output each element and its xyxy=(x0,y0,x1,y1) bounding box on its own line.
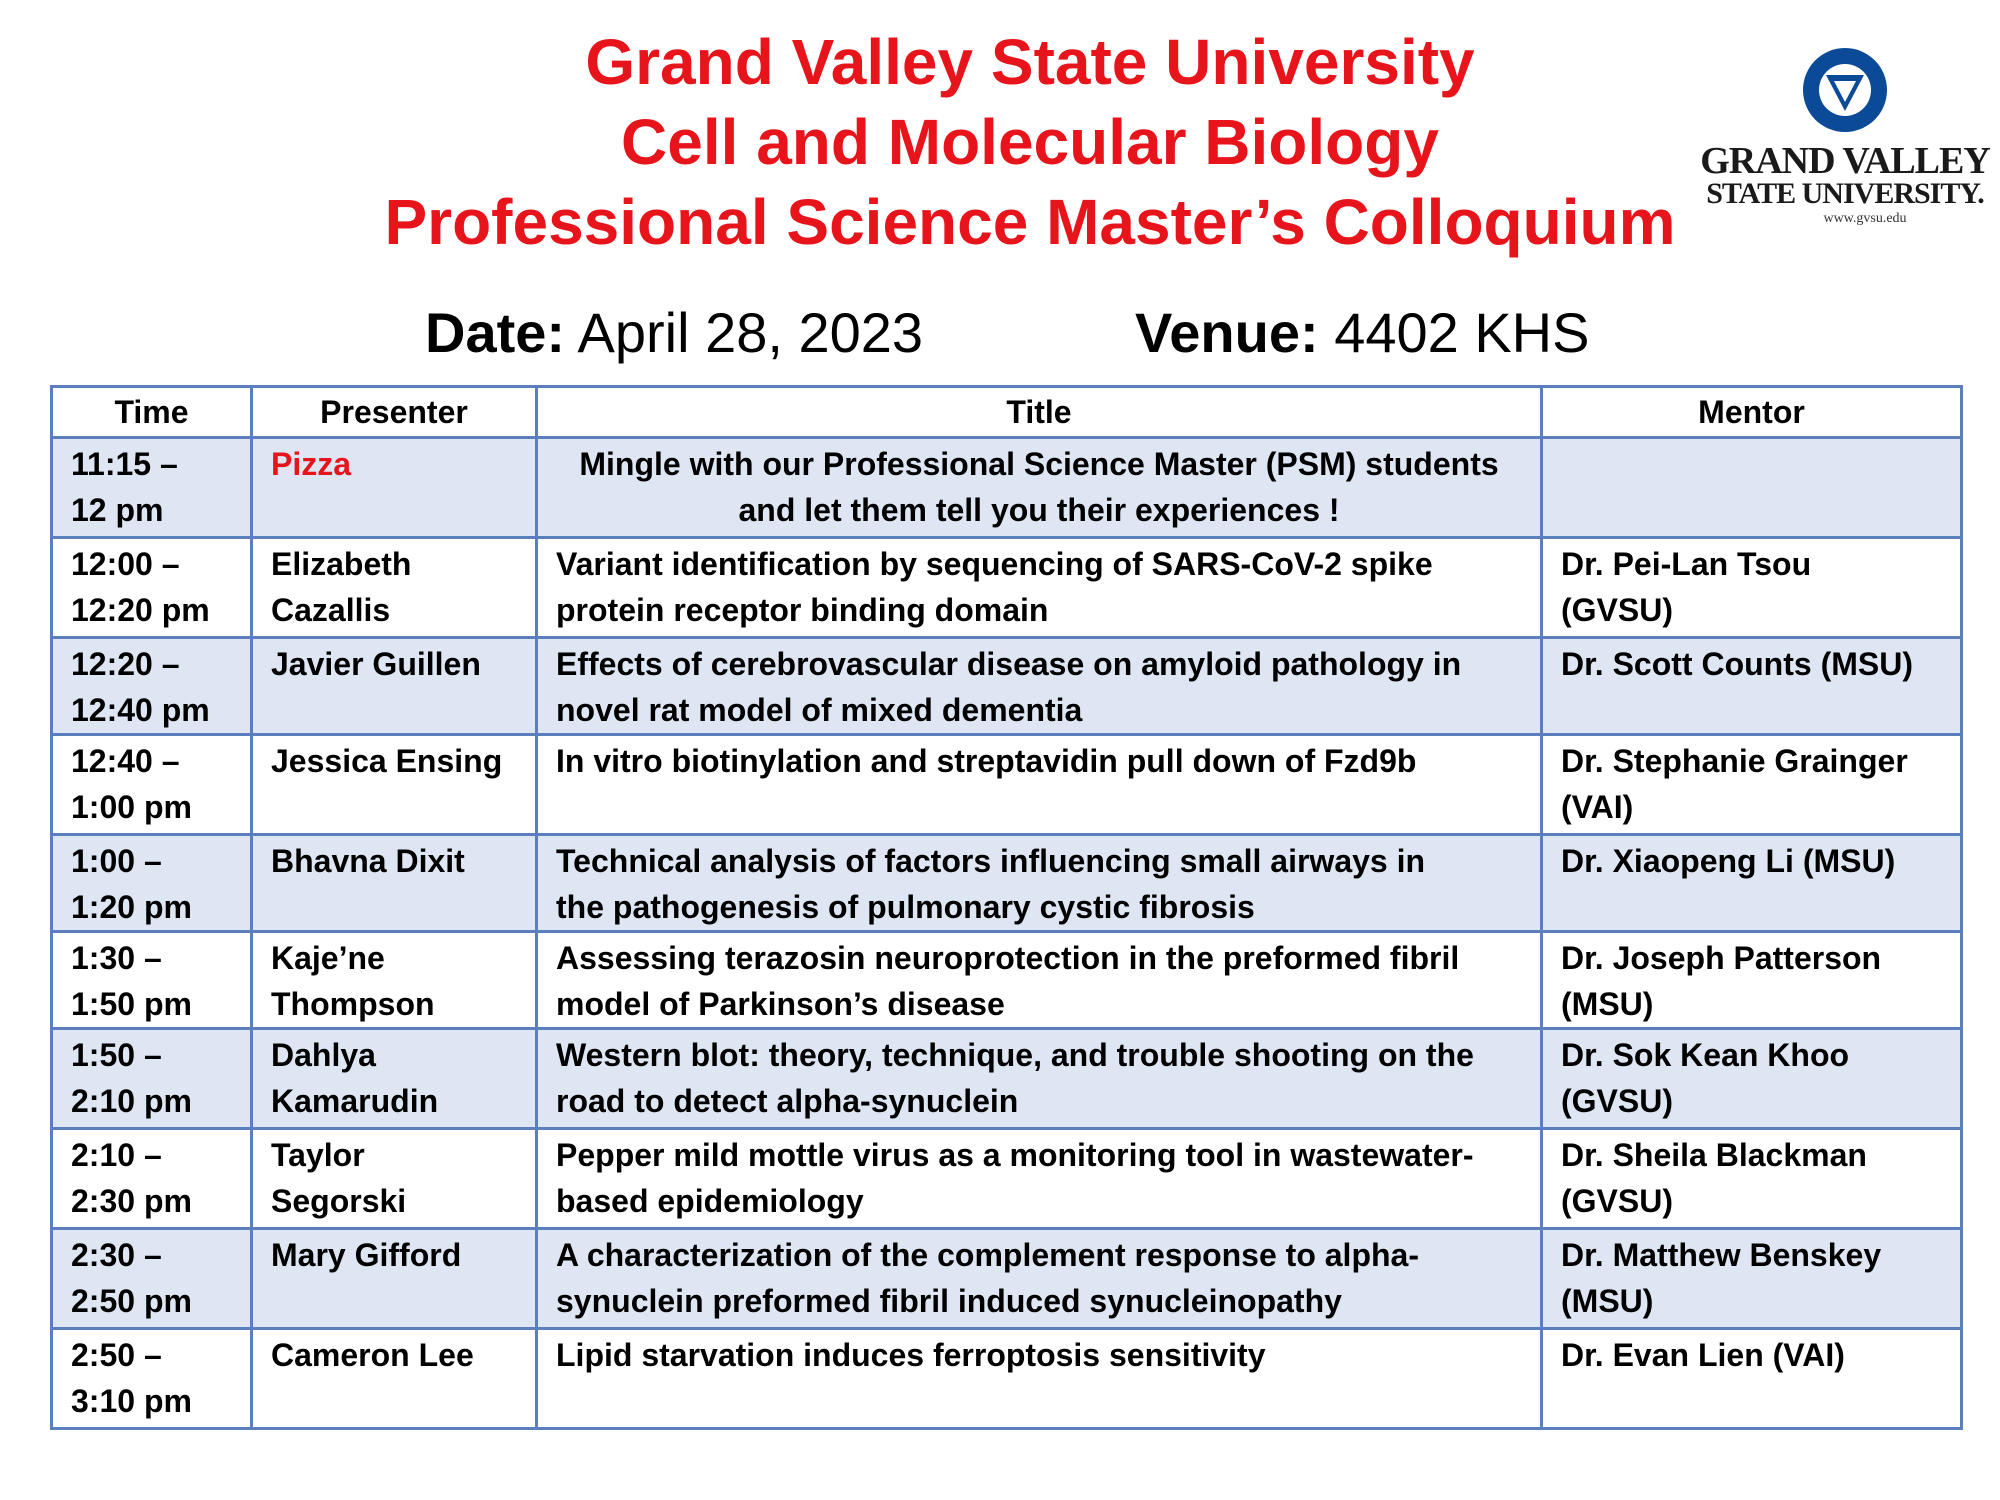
cell-time xyxy=(52,1229,252,1329)
cell-presenter-line2: Segorski xyxy=(271,1183,407,1219)
cell-time-line1: 2:50 – xyxy=(71,1337,162,1373)
cell-title-line1: Effects of cerebrovascular disease on amyloid pathology in xyxy=(556,646,1462,682)
cell-time-line1: 1:50 – xyxy=(71,1037,162,1073)
cell-title-line1: Assessing terazosin neuroprotection in the preformed fibril xyxy=(556,940,1460,976)
cell-title-line2: protein receptor binding domain xyxy=(556,592,1049,628)
header-title: Title xyxy=(537,387,1542,438)
table-header-row xyxy=(52,387,1962,438)
cell-mentor-line1: Dr. Joseph Patterson xyxy=(1561,940,1882,976)
cell-title xyxy=(537,538,1542,638)
cell-mentor-line1: Dr. Sok Kean Khoo xyxy=(1561,1037,1850,1073)
cell-presenter xyxy=(252,1029,537,1129)
cell-time xyxy=(52,638,252,735)
cell-presenter xyxy=(252,835,537,932)
cell-mentor-line1: Dr. Pei-Lan Tsou xyxy=(1561,546,1812,582)
cell-mentor-line1: Dr. Sheila Blackman xyxy=(1561,1137,1867,1173)
cell-mentor xyxy=(1542,1129,1962,1229)
cell-time-line2: 3:10 pm xyxy=(71,1383,192,1419)
venue-value: 4402 KHS xyxy=(1334,301,1590,364)
cell-time-line2: 1:20 pm xyxy=(71,889,192,925)
cell-mentor xyxy=(1542,1329,1962,1429)
cell-title-line1: Lipid starvation induces ferroptosis sensitivity xyxy=(556,1337,1266,1373)
cell-mentor-line2: (VAI) xyxy=(1561,789,1634,825)
cell-time-line1: 12:20 – xyxy=(71,646,180,682)
event-venue xyxy=(1135,300,1589,365)
cell-title-line1: Technical analysis of factors influencing small airways in xyxy=(556,843,1426,879)
cell-time-line1: 11:15 – xyxy=(71,446,178,482)
venue-label: Venue: xyxy=(1135,301,1319,364)
cell-mentor-line1: Dr. Xiaopeng Li (MSU) xyxy=(1561,843,1896,879)
cell-mentor xyxy=(1542,835,1962,932)
cell-time xyxy=(52,735,252,835)
cell-title-line2: the pathogenesis of pulmonary cystic fibrosis xyxy=(556,889,1255,925)
cell-time-line2: 1:00 pm xyxy=(71,789,192,825)
cell-time xyxy=(52,1129,252,1229)
cell-title xyxy=(537,835,1542,932)
logo-wordmark-bottom: STATE UNIVERSITY. xyxy=(1706,177,1984,210)
cell-time xyxy=(52,835,252,932)
cell-mentor xyxy=(1542,638,1962,735)
cell-title-line2: novel rat model of mixed dementia xyxy=(556,692,1083,728)
cell-title-line2: synuclein preformed fibril induced synucleinopathy xyxy=(556,1283,1342,1319)
cell-title xyxy=(537,1229,1542,1329)
cell-time-line2: 2:30 pm xyxy=(71,1183,192,1219)
cell-presenter-line2: Kamarudin xyxy=(271,1083,439,1119)
page-title xyxy=(250,22,1810,262)
table-row xyxy=(52,835,1962,932)
logo-url: www.gvsu.edu xyxy=(1823,211,1907,226)
cell-presenter-line1: Bhavna Dixit xyxy=(271,843,465,879)
cell-time-line1: 12:40 – xyxy=(71,743,180,779)
table-row xyxy=(52,735,1962,835)
cell-title-line1: Pepper mild mottle virus as a monitoring tool in wastewater- xyxy=(556,1137,1474,1173)
cell-title xyxy=(537,438,1542,538)
table-row xyxy=(52,538,1962,638)
title-department: Cell and Molecular Biology xyxy=(621,106,1439,178)
cell-mentor-line2: (GVSU) xyxy=(1561,592,1673,628)
schedule-table xyxy=(50,385,1963,1430)
cell-mentor-line1: Dr. Matthew Benskey xyxy=(1561,1237,1882,1273)
cell-title xyxy=(537,932,1542,1029)
cell-time-line1: 2:10 – xyxy=(71,1137,162,1173)
date-label: Date: xyxy=(425,301,566,364)
cell-time xyxy=(52,932,252,1029)
header-mentor: Mentor xyxy=(1542,387,1962,438)
event-date xyxy=(425,300,923,365)
cell-time-line2: 1:50 pm xyxy=(71,986,192,1022)
cell-presenter-line1: Dahlya xyxy=(271,1037,376,1073)
cell-title-line2: and let them tell you their experiences ! xyxy=(738,492,1340,528)
cell-presenter-line2: Thompson xyxy=(271,986,435,1022)
cell-title xyxy=(537,1029,1542,1129)
cell-time xyxy=(52,1029,252,1129)
cell-mentor-line2: (MSU) xyxy=(1561,986,1654,1022)
title-event: Professional Science Master’s Colloquium xyxy=(384,186,1676,258)
table-row xyxy=(52,1029,1962,1129)
cell-title xyxy=(537,1329,1542,1429)
cell-presenter xyxy=(252,1129,537,1229)
cell-presenter xyxy=(252,1229,537,1329)
table-row xyxy=(52,638,1962,735)
cell-presenter-line1: Javier Guillen xyxy=(271,646,481,682)
cell-mentor-line2: (GVSU) xyxy=(1561,1183,1673,1219)
cell-mentor-line1: Dr. Scott Counts (MSU) xyxy=(1561,646,1913,682)
cell-time xyxy=(52,1329,252,1429)
table-row xyxy=(52,1329,1962,1429)
cell-title xyxy=(537,735,1542,835)
cell-mentor-line2: (MSU) xyxy=(1561,1283,1654,1319)
cell-title-line1: Variant identification by sequencing of SARS-CoV-2 spike xyxy=(556,546,1433,582)
header-presenter: Presenter xyxy=(252,387,537,438)
gvsu-logo xyxy=(1700,45,1990,235)
cell-mentor-line1: Dr. Evan Lien (VAI) xyxy=(1561,1337,1845,1373)
cell-time-line2: 2:50 pm xyxy=(71,1283,192,1319)
cell-time-line1: 1:30 – xyxy=(71,940,162,976)
cell-title xyxy=(537,638,1542,735)
cell-mentor xyxy=(1542,538,1962,638)
cell-title-line2: model of Parkinson’s disease xyxy=(556,986,1005,1022)
cell-mentor xyxy=(1542,932,1962,1029)
cell-time-line2: 12:20 pm xyxy=(71,592,210,628)
cell-presenter-line1: Jessica Ensing xyxy=(271,743,503,779)
table-row xyxy=(52,932,1962,1029)
cell-presenter xyxy=(252,932,537,1029)
cell-presenter-line1: Cameron Lee xyxy=(271,1337,474,1373)
cell-title-line2: based epidemiology xyxy=(556,1183,864,1219)
cell-title-line1: Western blot: theory, technique, and trouble shooting on the xyxy=(556,1037,1474,1073)
cell-title xyxy=(537,1129,1542,1229)
gvsu-shield-icon xyxy=(1800,45,1890,135)
cell-time-line1: 2:30 – xyxy=(71,1237,162,1273)
cell-time-line1: 1:00 – xyxy=(71,843,162,879)
cell-time xyxy=(52,438,252,538)
cell-title-line2: road to detect alpha-synuclein xyxy=(556,1083,1019,1119)
cell-mentor-line2: (GVSU) xyxy=(1561,1083,1673,1119)
table-row xyxy=(52,438,1962,538)
cell-time-line1: 12:00 – xyxy=(71,546,180,582)
cell-mentor xyxy=(1542,438,1962,538)
cell-presenter-line2: Cazallis xyxy=(271,592,391,628)
cell-presenter-line1: Mary Gifford xyxy=(271,1237,462,1273)
cell-time-line2: 12 pm xyxy=(71,492,164,528)
cell-presenter xyxy=(252,1329,537,1429)
cell-presenter-line1: Pizza xyxy=(271,446,352,482)
cell-presenter xyxy=(252,638,537,735)
cell-mentor xyxy=(1542,1229,1962,1329)
cell-mentor-line1: Dr. Stephanie Grainger xyxy=(1561,743,1908,779)
cell-presenter-line1: Taylor xyxy=(271,1137,365,1173)
cell-presenter-line1: Kaje’ne xyxy=(271,940,385,976)
cell-mentor xyxy=(1542,1029,1962,1129)
table-row xyxy=(52,1229,1962,1329)
cell-time-line2: 12:40 pm xyxy=(71,692,210,728)
cell-mentor xyxy=(1542,735,1962,835)
date-value: April 28, 2023 xyxy=(577,301,924,364)
table-row xyxy=(52,1129,1962,1229)
cell-presenter xyxy=(252,735,537,835)
cell-time-line2: 2:10 pm xyxy=(71,1083,192,1119)
cell-time xyxy=(52,538,252,638)
cell-presenter xyxy=(252,538,537,638)
logo-wordmark-top: GRAND VALLEY xyxy=(1700,140,1990,182)
cell-title-line1: A characterization of the complement response to alpha- xyxy=(556,1237,1419,1273)
header-time: Time xyxy=(52,387,252,438)
cell-title-line1: In vitro biotinylation and streptavidin pull down of Fzd9b xyxy=(556,743,1417,779)
cell-presenter xyxy=(252,438,537,538)
cell-presenter-line1: Elizabeth xyxy=(271,546,412,582)
cell-title-line1: Mingle with our Professional Science Master (PSM) students xyxy=(579,446,1499,482)
title-university: Grand Valley State University xyxy=(585,26,1475,98)
